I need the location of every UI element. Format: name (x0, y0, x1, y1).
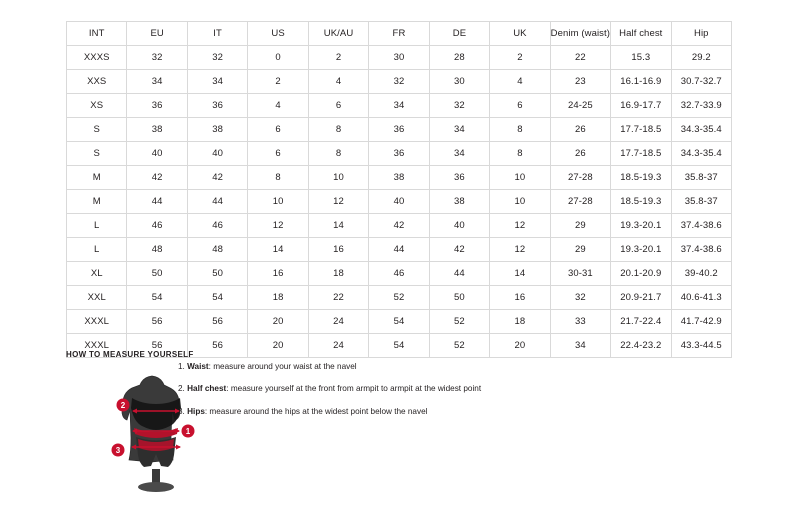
table-cell: 18.5-19.3 (611, 190, 671, 214)
table-cell: 10 (490, 166, 550, 190)
table-cell: 26 (550, 118, 610, 142)
table-cell: 38 (369, 166, 429, 190)
note-text: : measure around your waist at the navel (208, 362, 357, 371)
table-cell: 38 (429, 190, 489, 214)
table-cell: 54 (369, 334, 429, 358)
table-cell: 6 (490, 94, 550, 118)
table-cell: 2 (308, 46, 368, 70)
table-cell: 42 (369, 214, 429, 238)
table-row (67, 238, 732, 262)
table-cell: M (67, 166, 127, 190)
table-cell: 42 (429, 238, 489, 262)
table-cell: XXL (67, 286, 127, 310)
size-conversion-table (66, 21, 732, 358)
table-cell: 16 (308, 238, 368, 262)
how-to-measure-title: HOW TO MEASURE YOURSELF (66, 350, 194, 359)
table-cell: 12 (248, 214, 308, 238)
table-cell: XXS (67, 70, 127, 94)
table-cell: 33 (550, 310, 610, 334)
table-cell: 32 (429, 94, 489, 118)
table-cell: 28 (429, 46, 489, 70)
table-cell: 40 (429, 214, 489, 238)
measurement-note (178, 362, 578, 372)
table-cell: 46 (127, 214, 187, 238)
column-header: DE (429, 22, 489, 46)
table-cell: 44 (127, 190, 187, 214)
table-cell: 30 (429, 70, 489, 94)
table-cell: 42 (187, 166, 247, 190)
table-cell: 6 (248, 118, 308, 142)
table-cell: S (67, 118, 127, 142)
table-row (67, 118, 732, 142)
table-cell: 22 (550, 46, 610, 70)
table-cell: XL (67, 262, 127, 286)
table-cell: 34 (429, 142, 489, 166)
table-cell: 16 (248, 262, 308, 286)
table-cell: 41.7-42.9 (671, 310, 731, 334)
table-cell: 14 (490, 262, 550, 286)
table-cell: 50 (187, 262, 247, 286)
table-cell: 14 (308, 214, 368, 238)
table-cell: 54 (369, 310, 429, 334)
table-cell: 8 (308, 118, 368, 142)
table-cell: 36 (369, 118, 429, 142)
table-cell: 56 (127, 310, 187, 334)
table-cell: 38 (187, 118, 247, 142)
table-cell: XXXL (67, 334, 127, 358)
table-row (67, 142, 732, 166)
table-cell: 24 (308, 310, 368, 334)
table-cell: 34 (550, 334, 610, 358)
column-header: EU (127, 22, 187, 46)
table-cell: 12 (308, 190, 368, 214)
table-cell: 46 (187, 214, 247, 238)
table-cell: 6 (248, 142, 308, 166)
table-cell: 36 (429, 166, 489, 190)
column-header: Denim (waist) (550, 22, 610, 46)
table-cell: S (67, 142, 127, 166)
table-cell: 15.3 (611, 46, 671, 70)
marker-3 (112, 444, 125, 457)
table-cell: 32.7-33.9 (671, 94, 731, 118)
table-cell: 34.3-35.4 (671, 118, 731, 142)
table-cell: 30 (369, 46, 429, 70)
table-cell: 34 (127, 70, 187, 94)
table-cell: 20.1-20.9 (611, 262, 671, 286)
table-cell: 52 (429, 334, 489, 358)
table-cell: 56 (187, 334, 247, 358)
table-cell: 14 (248, 238, 308, 262)
table-cell: 42 (127, 166, 187, 190)
table-cell: 52 (369, 286, 429, 310)
column-header: IT (187, 22, 247, 46)
table-cell: 0 (248, 46, 308, 70)
column-header: Hip (671, 22, 731, 46)
table-cell: 32 (187, 46, 247, 70)
table-row (67, 310, 732, 334)
note-term: Hips (187, 406, 205, 416)
table-cell: 39-40.2 (671, 262, 731, 286)
table-cell: 34.3-35.4 (671, 142, 731, 166)
table-cell: 48 (187, 238, 247, 262)
table-cell: 44 (187, 190, 247, 214)
table-cell: 36 (127, 94, 187, 118)
table-cell: 8 (248, 166, 308, 190)
table-row (67, 286, 732, 310)
table-cell: 16.9-17.7 (611, 94, 671, 118)
table-cell: 52 (429, 310, 489, 334)
table-cell: 32 (127, 46, 187, 70)
table-cell: 30-31 (550, 262, 610, 286)
table-cell: 2 (248, 70, 308, 94)
table-cell: 32 (550, 286, 610, 310)
table-cell: 6 (308, 94, 368, 118)
note-number: 2. (178, 384, 185, 394)
table-cell: 18.5-19.3 (611, 166, 671, 190)
table-cell: 16.1-16.9 (611, 70, 671, 94)
measurement-note (178, 407, 578, 417)
table-cell: 44 (369, 238, 429, 262)
table-row (67, 262, 732, 286)
table-cell: 22 (308, 286, 368, 310)
table-cell: 17.7-18.5 (611, 118, 671, 142)
table-cell: 40.6-41.3 (671, 286, 731, 310)
note-text: : measure around the hips at the widest point below the navel (204, 406, 428, 416)
table-cell: 26 (550, 142, 610, 166)
note-text: : measure yourself at the front from armpit to armpit at the widest point (226, 384, 482, 394)
measurement-note (178, 384, 578, 394)
table-cell: 4 (308, 70, 368, 94)
table-cell: 37.4-38.6 (671, 214, 731, 238)
table-cell: 43.3-44.5 (671, 334, 731, 358)
table-cell: 24-25 (550, 94, 610, 118)
svg-text:2: 2 (120, 401, 126, 410)
measurement-notes (178, 362, 578, 429)
table-cell: 20 (248, 310, 308, 334)
table-cell: 23 (550, 70, 610, 94)
table-cell: XS (67, 94, 127, 118)
svg-text:3: 3 (115, 446, 121, 455)
table-cell: XXXL (67, 310, 127, 334)
table-cell: 37.4-38.6 (671, 238, 731, 262)
table-row (67, 46, 732, 70)
table-cell: 40 (187, 142, 247, 166)
table-cell: 18 (248, 286, 308, 310)
note-number: 1. (178, 362, 185, 371)
table-cell: 44 (429, 262, 489, 286)
table-cell: 10 (308, 166, 368, 190)
table-cell: 12 (490, 214, 550, 238)
table-cell: 32 (369, 70, 429, 94)
table-cell: 20 (248, 334, 308, 358)
table-cell: 27-28 (550, 166, 610, 190)
table-row (67, 166, 732, 190)
table-cell: 17.7-18.5 (611, 142, 671, 166)
table-cell: 4 (248, 94, 308, 118)
table-cell: 22.4-23.2 (611, 334, 671, 358)
column-header: UK (490, 22, 550, 46)
table-cell: XXXS (67, 46, 127, 70)
table-cell: 10 (490, 190, 550, 214)
table-cell: 8 (490, 118, 550, 142)
column-header: UK/AU (308, 22, 368, 46)
column-header: INT (67, 22, 127, 46)
table-cell: 29.2 (671, 46, 731, 70)
table-cell: 18 (308, 262, 368, 286)
table-cell: 40 (127, 142, 187, 166)
table-cell: 19.3-20.1 (611, 238, 671, 262)
table-cell: 54 (187, 286, 247, 310)
table-cell: 35.8-37 (671, 190, 731, 214)
table-cell: 12 (490, 238, 550, 262)
table-cell: 20.9-21.7 (611, 286, 671, 310)
column-header: Half chest (611, 22, 671, 46)
mannequin-shape (122, 376, 181, 492)
table-cell: 36 (369, 142, 429, 166)
note-number: 3. (178, 406, 185, 416)
table-cell: 20 (490, 334, 550, 358)
table-cell: 24 (308, 334, 368, 358)
table-cell: 56 (127, 334, 187, 358)
table-cell: 27-28 (550, 190, 610, 214)
table-row (67, 190, 732, 214)
table-cell: 50 (127, 262, 187, 286)
table-cell: 46 (369, 262, 429, 286)
table-cell: 50 (429, 286, 489, 310)
table-cell: 30.7-32.7 (671, 70, 731, 94)
table-cell: 18 (490, 310, 550, 334)
table-cell: 2 (490, 46, 550, 70)
table-cell: 8 (490, 142, 550, 166)
table-cell: 29 (550, 238, 610, 262)
table-cell: 34 (187, 70, 247, 94)
table-cell: 40 (369, 190, 429, 214)
table-cell: 34 (429, 118, 489, 142)
table-cell: 54 (127, 286, 187, 310)
table-cell: 36 (187, 94, 247, 118)
table-cell: L (67, 214, 127, 238)
table-cell: 29 (550, 214, 610, 238)
table-cell: 19.3-20.1 (611, 214, 671, 238)
table-cell: 16 (490, 286, 550, 310)
table-cell: 34 (369, 94, 429, 118)
table-row (67, 70, 732, 94)
table-row (67, 94, 732, 118)
svg-text:1: 1 (185, 427, 191, 436)
table-cell: 38 (127, 118, 187, 142)
table-cell: 4 (490, 70, 550, 94)
column-header: US (248, 22, 308, 46)
table-cell: L (67, 238, 127, 262)
table-cell: M (67, 190, 127, 214)
table-cell: 8 (308, 142, 368, 166)
column-header: FR (369, 22, 429, 46)
note-term: Waist (187, 362, 209, 371)
note-term: Half chest (187, 384, 227, 394)
table-cell: 10 (248, 190, 308, 214)
table-cell: 35.8-37 (671, 166, 731, 190)
table-cell: 48 (127, 238, 187, 262)
marker-2 (117, 399, 130, 412)
table-cell: 21.7-22.4 (611, 310, 671, 334)
table-cell: 56 (187, 310, 247, 334)
table-row (67, 214, 732, 238)
table-header-row (67, 22, 732, 46)
